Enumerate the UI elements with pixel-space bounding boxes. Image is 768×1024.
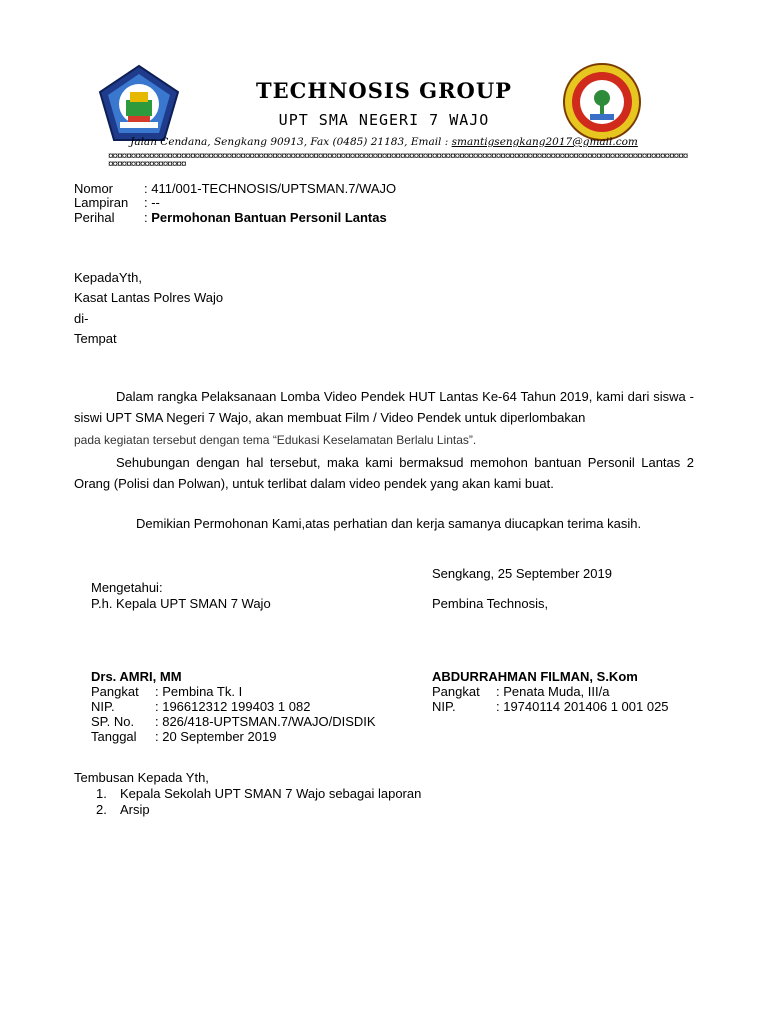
left-signatory: [91, 669, 376, 744]
body-paragraph-1: Dalam rangka Pelaksanaan Lomba Video Pendek HUT Lantas Ke-64 Tahun 2019, kami dari siswa - siswi UPT SMA Negeri 7 Wajo, akan membuat Film / Video Pendek untuk diperlombakan: [74, 389, 694, 425]
perihal-label: Perihal: [74, 210, 115, 225]
letterhead-title: TECHNOSIS GROUP: [256, 78, 512, 103]
right-nip-row: [432, 699, 669, 714]
right-signatory-name: ABDURRAHMAN FILMAN, S.Kom: [432, 669, 638, 684]
recipient-line-1: KepadaYth,: [74, 270, 142, 285]
list-item-text: Arsip: [120, 802, 150, 817]
nomor-row: [74, 181, 396, 196]
recipient-line-2: Kasat Lantas Polres Wajo: [74, 290, 224, 305]
left-sign-header-2: P.h. Kepala UPT SMAN 7 Wajo: [91, 596, 271, 611]
list-item-number: 2.: [96, 802, 107, 817]
right-signatory: [432, 669, 669, 714]
left-sp-label: SP. No.: [91, 714, 135, 729]
left-sp-value: : 826/418-UPTSMAN.7/WAJO/DISDIK: [155, 714, 376, 729]
nomor-label: Nomor: [74, 181, 114, 196]
list-item-text: Kepala Sekolah UPT SMAN 7 Wajo sebagai laporan: [120, 786, 422, 801]
body-paragraph-3: Demikian Permohonan Kami,atas perhatian dan kerja samanya diucapkan terima kasih.: [136, 516, 642, 531]
list-item: [96, 786, 421, 802]
tembusan-list: [96, 786, 421, 818]
recipient-line-4: Tempat: [74, 331, 117, 346]
list-item: [96, 802, 421, 818]
left-tanggal-value: : 20 September 2019: [155, 729, 277, 744]
sma-negeri-7-wajo-seal-icon: [562, 62, 642, 145]
list-item-number: 1.: [96, 786, 107, 801]
right-pangkat-value: : Penata Muda, III/a: [496, 684, 610, 699]
lampiran-row: [74, 195, 160, 210]
body-paragraph-2: Sehubungan dengan hal tersebut, maka kami bermaksud memohon bantuan Personil Lantas 2 Orang (Polisi dan Polwan), untuk terlibat dalam video pendek yang akan kami buat.: [74, 455, 694, 491]
lampiran-label: Lampiran: [74, 195, 129, 210]
perihal-colon: :: [144, 210, 152, 225]
right-nip-value: : 19740114 201406 1 001 025: [496, 699, 669, 714]
perihal-row: [74, 210, 387, 225]
left-nip-value: : 196612312 199403 1 082: [155, 699, 311, 714]
left-tanggal-row: [91, 729, 376, 744]
lampiran-value: : --: [144, 195, 160, 210]
right-sign-header: Pembina Technosis,: [432, 596, 549, 611]
school-emblem-icon: [98, 64, 180, 147]
left-pangkat-row: [91, 684, 376, 699]
body-paragraph-1-tail: pada kegiatan tersebut dengan tema “Edukasi Keselamatan Berlalu Lintas”.: [74, 433, 477, 447]
address-text: Jalan Cendana, Sengkang 90913, Fax (0485) 21183, Email :: [130, 136, 452, 148]
left-pangkat-value: : Pembina Tk. I: [155, 684, 243, 699]
right-pangkat-row: [432, 684, 669, 699]
letterhead-subtitle: UPT SMA NEGERI 7 WAJO: [278, 111, 490, 129]
left-nip-row: [91, 699, 376, 714]
letterhead-divider: ¤¤¤¤¤¤¤¤¤¤¤¤¤¤¤¤¤¤¤¤¤¤¤¤¤¤¤¤¤¤¤¤¤¤¤¤¤¤¤¤¤¤¤¤¤¤¤¤¤¤¤¤¤¤¤¤¤¤¤¤¤¤¤¤¤¤¤¤¤¤¤¤¤¤¤¤¤¤¤¤¤¤¤¤¤¤¤¤¤¤¤¤¤¤¤¤¤¤¤¤¤¤¤¤¤¤¤¤¤¤¤¤¤¤¤¤¤¤¤¤¤¤¤¤¤¤¤¤¤¤¤¤¤¤¤¤¤¤¤¤¤¤¤¤: [108, 153, 688, 169]
left-nip-label: NIP.: [91, 699, 115, 714]
left-sp-row: [91, 714, 376, 729]
left-pangkat-label: Pangkat: [91, 684, 139, 699]
left-tanggal-label: Tanggal: [91, 729, 137, 744]
email-link[interactable]: smantigsengkang2017@gmail.com: [451, 136, 638, 148]
recipient-line-3: di-: [74, 311, 89, 326]
tembusan-heading: Tembusan Kepada Yth,: [74, 770, 209, 785]
left-sign-header-1: Mengetahui:: [91, 580, 163, 595]
letterhead-address: [0, 136, 768, 148]
perihal-value: Permohonan Bantuan Personil Lantas: [151, 210, 387, 225]
right-nip-label: NIP.: [432, 699, 456, 714]
left-signatory-name: Drs. AMRI, MM: [91, 669, 182, 684]
date-place: Sengkang, 25 September 2019: [432, 566, 612, 581]
nomor-value: : 411/001-TECHNOSIS/UPTSMAN.7/WAJO: [144, 181, 397, 196]
right-pangkat-label: Pangkat: [432, 684, 480, 699]
